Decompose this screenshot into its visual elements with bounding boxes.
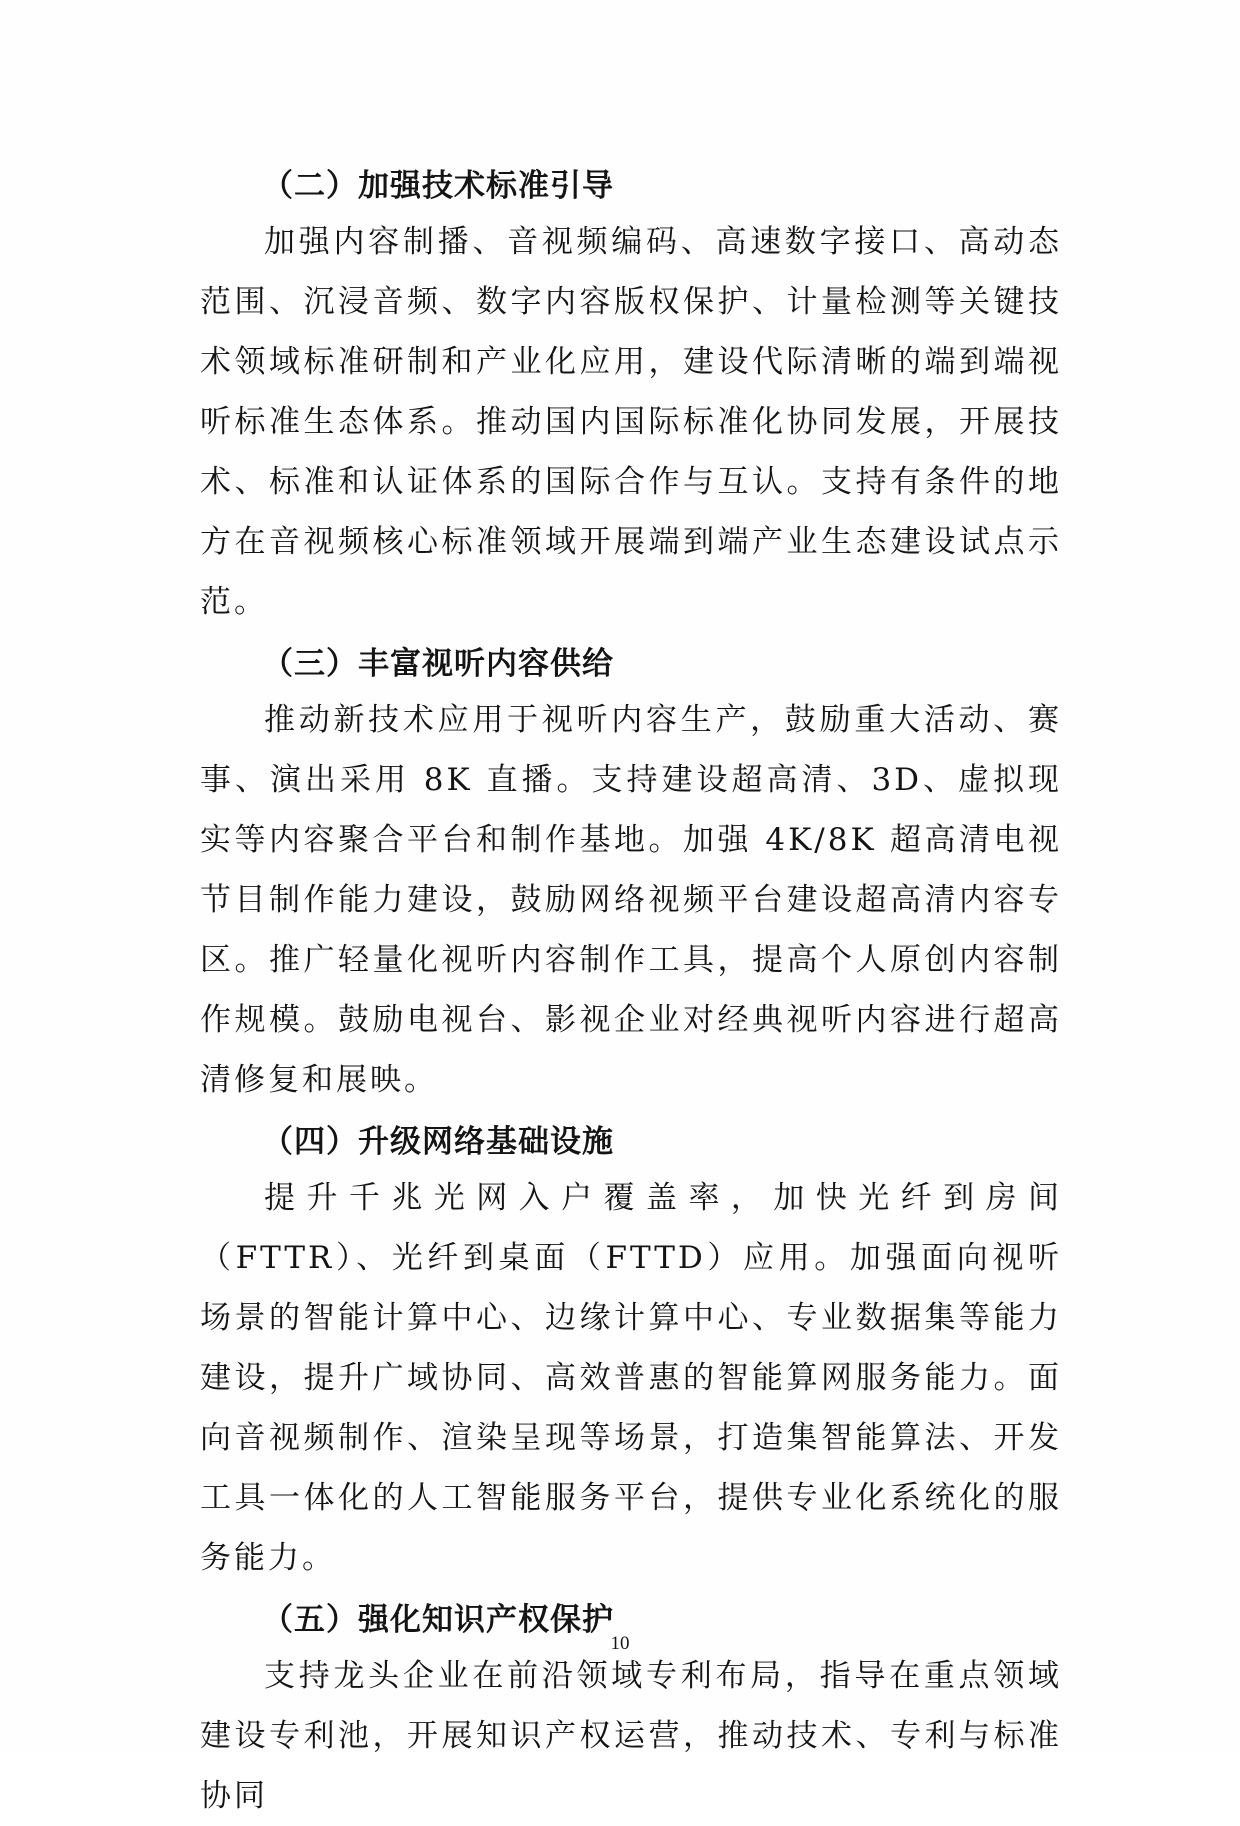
- section-paragraph: 支持龙头企业在前沿领域专利布局，指导在重点领域建设专利池，开展知识产权运营，推动技术、专利与标准协同: [200, 1658, 1062, 1814]
- page-number: 10: [610, 1633, 630, 1654]
- section-paragraph: 推动新技术应用于视听内容生产，鼓励重大活动、赛事、演出采用 8K 直播。支持建设超高清、3D、虚拟现实等内容聚合平台和制作基地。加强 4K/8K 超高清电视节目制作能力建设，鼓励网络视频平台建设超高清内容专区。推广轻量化视听内容制作工具，提高个人原创内容制作规模。鼓励电视台、影视企业对经典视听内容进行超高清修复和展映。: [200, 702, 1062, 1098]
- section-heading: （二）加强技术标准引导: [262, 168, 614, 204]
- section-paragraph: 加强内容制播、音视频编码、高速数字接口、高动态范围、沉浸音频、数字内容版权保护、计量检测等关键技术领域标准研制和产业化应用，建设代际清晰的端到端视听标准生态体系。推动国内国际标准化协同发展，开展技术、标准和认证体系的国际合作与互认。支持有条件的地方在音视频核心标准领域开展端到端产业生态建设试点示范。: [200, 224, 1062, 620]
- page-body: [200, 160, 1062, 1826]
- section-heading: （五）强化知识产权保护: [262, 1602, 614, 1638]
- section-paragraph: 提升千兆光网入户覆盖率，加快光纤到房间（FTTR）、光纤到桌面（FTTD）应用。加强面向视听场景的智能计算中心、边缘计算中心、专业数据集等能力建设，提升广域协同、高效普惠的智能算网服务能力。面向音视频制作、渲染呈现等场景，打造集智能算法、开发工具一体化的人工智能服务平台，提供专业化系统化的服务能力。: [200, 1180, 1062, 1576]
- section-heading: （四）升级网络基础设施: [262, 1124, 614, 1160]
- section-heading: （三）丰富视听内容供给: [262, 646, 614, 682]
